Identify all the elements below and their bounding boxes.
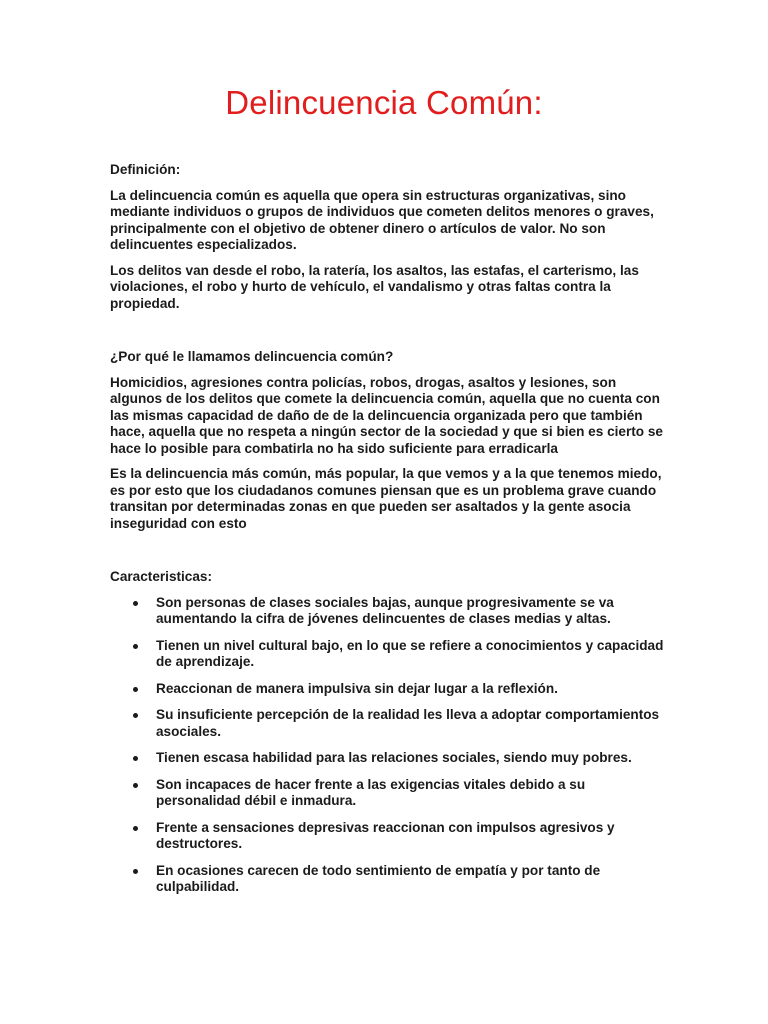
document-title: Delincuencia Común: <box>225 84 543 121</box>
bullet-icon <box>133 644 138 649</box>
list-item-text: En ocasiones carecen de todo sentimiento de empatía y por tanto de culpabilidad. <box>156 862 601 894</box>
bullet-icon <box>133 756 138 761</box>
list-item <box>110 820 670 853</box>
list-item <box>110 777 670 810</box>
characteristics-list <box>110 595 670 896</box>
paragraph: Homicidios, agresiones contra policías, robos, drogas, asaltos y lesiones, son algunos de los delitos que comete la delincuencia común, aquella que no cuenta con las mismas capacidad de daño de de la delincuencia organizada pero que también hace, aquella que no respeta a ningún sector de la sociedad y que si bien es cierto se hace lo posible para combatirla no ha sido suficiente para erradicarla <box>110 374 663 456</box>
section-heading: Definición: <box>110 162 181 177</box>
list-item-text: Reaccionan de manera impulsiva sin dejar lugar a la reflexión. <box>156 680 558 696</box>
bullet-icon <box>133 826 138 831</box>
section-heading: ¿Por qué le llamamos delincuencia común? <box>110 349 394 364</box>
list-item <box>110 863 670 896</box>
list-item <box>110 750 670 767</box>
section-caracteristicas <box>110 569 670 896</box>
list-item-text: Tienen un nivel cultural bajo, en lo que se refiere a conocimientos y capacidad de aprendizaje. <box>156 637 664 669</box>
bullet-icon <box>133 687 138 692</box>
section-por-que <box>110 349 670 532</box>
list-item-text: Frente a sensaciones depresivas reaccionan con impulsos agresivos y destructores. <box>156 819 615 851</box>
list-item <box>110 707 670 740</box>
section-definicion <box>110 162 670 312</box>
list-item-text: Su insuficiente percepción de la realidad les lleva a adoptar comportamientos asociales. <box>156 707 660 739</box>
bullet-icon <box>133 713 138 718</box>
list-item-text: Son incapaces de hacer frente a las exigencias vitales debido a su personalidad débil e inmadura. <box>156 776 586 808</box>
spacer <box>110 321 670 349</box>
bullet-icon <box>133 783 138 788</box>
list-item <box>110 595 670 628</box>
list-item-text: Tienen escasa habilidad para las relaciones sociales, siendo muy pobres. <box>156 750 632 765</box>
list-item <box>110 638 670 671</box>
paragraph: Es la delincuencia más común, más popular, la que vemos y a la que tenemos miedo, es por esto que los ciudadanos comunes piensan que es un problema grave cuando transitan por determinadas zonas en que pueden ser asaltados y la gente asocia inseguridad con esto <box>110 466 662 531</box>
bullet-icon <box>133 601 138 606</box>
list-item-text: Son personas de clases sociales bajas, aunque progresivamente se va aumentando la cifra de jóvenes delincuentes de clases medias y altas. <box>156 594 614 626</box>
section-heading: Caracteristicas: <box>110 569 213 584</box>
document-body <box>110 162 670 906</box>
paragraph: La delincuencia común es aquella que opera sin estructuras organizativas, sino mediante individuos o grupos de individuos que cometen delitos menores o graves, principalmente con el objetivo de obtener dinero o artículos de valor. No son delincuentes especializados. <box>110 187 654 252</box>
list-item <box>110 681 670 698</box>
bullet-icon <box>133 869 138 874</box>
paragraph: Los delitos van desde el robo, la ratería, los asaltos, las estafas, el carterismo, las violaciones, el robo y hurto de vehículo, el vandalismo y otras faltas contra la propiedad. <box>110 262 639 311</box>
spacer <box>110 541 670 569</box>
